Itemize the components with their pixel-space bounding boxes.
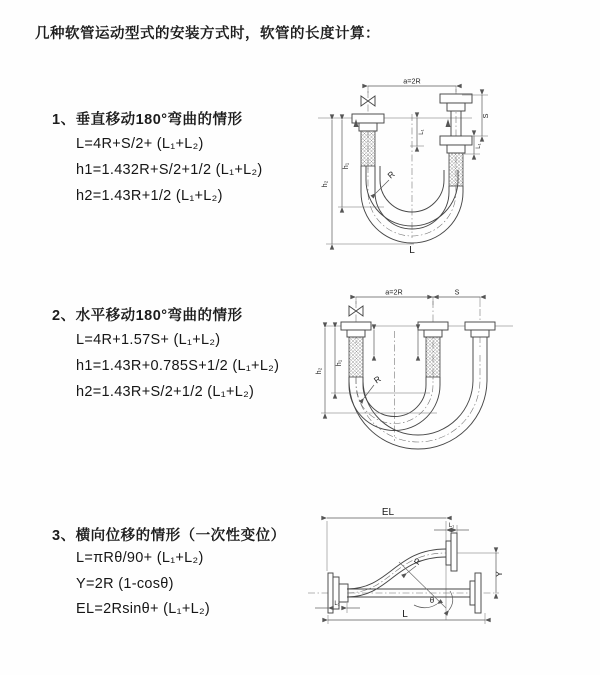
dim-label-h1: h₁ xyxy=(334,359,343,367)
dim-label-theta: θ xyxy=(429,596,435,605)
right-flange-lower xyxy=(470,573,481,613)
dim-s xyxy=(433,288,480,298)
dim-label-h1: h₁ xyxy=(341,162,350,170)
section-2-formula-L: L=4R+1.57S+ (L₁+L₂) xyxy=(76,332,221,348)
dim-label-y: Y xyxy=(494,571,504,577)
right-flange-lower xyxy=(440,136,472,153)
diagram-lateral-offset xyxy=(300,505,570,650)
diagram-horizontal-180-bend xyxy=(314,285,533,455)
left-braided-hose-section xyxy=(349,337,363,377)
dim-label-l1-right: L₁ xyxy=(476,143,482,149)
dim-length xyxy=(328,609,485,624)
section-1-formula-L: L=4R+S/2+ (L₁+L₂) xyxy=(76,136,204,152)
flow-arrow xyxy=(446,119,451,127)
dim-label-s: S xyxy=(481,113,490,119)
diagram-vertical-180-bend xyxy=(312,74,537,266)
left-flange xyxy=(341,322,371,337)
dim-label-length: L xyxy=(409,245,415,256)
dim-label-l1-top: L₁ xyxy=(448,523,455,529)
dim-label-width: a=2R xyxy=(385,287,403,297)
dim-label-l1-left: L₁ xyxy=(419,129,425,135)
dim-label-l1-bottom: L₁ xyxy=(334,601,340,607)
section-3-heading: 3、横向位移的情形（一次性变位） xyxy=(52,528,286,544)
right-braided-hose-section xyxy=(449,153,463,186)
mid-braided-hose-section xyxy=(426,337,440,377)
dim-label-radius: R xyxy=(371,373,383,386)
section-1-heading: 1、垂直移动180°弯曲的情形 xyxy=(52,112,243,128)
right-flange xyxy=(465,322,495,337)
left-braided-hose-section xyxy=(361,131,375,166)
radius-leader xyxy=(364,374,383,398)
section-1-formula-h1: h1=1.432R+S/2+1/2 (L₁+L₂) xyxy=(76,162,263,178)
dim-label-h2: h₂ xyxy=(320,180,329,188)
right-flange-upper xyxy=(440,94,472,111)
dim-h2 xyxy=(314,328,437,413)
hose-s-curve xyxy=(347,549,446,597)
section-3-formula-L: L=πRθ/90+ (L₁+L₂) xyxy=(76,550,204,566)
left-flange xyxy=(328,573,348,613)
dim-label-el: EL xyxy=(381,507,395,518)
radius-leader xyxy=(376,169,397,193)
angle-theta xyxy=(399,562,453,610)
section-1-formula-h2: h2=1.43R+1/2 (L₁+L₂) xyxy=(76,188,223,204)
dim-label-width: a=2R xyxy=(403,76,421,86)
dim-label-length: L xyxy=(402,609,408,620)
section-2-formula-h2: h2=1.43R+S/2+1/2 (L₁+L₂) xyxy=(76,384,255,400)
hose-u-curves xyxy=(349,355,487,449)
page-title: 几种软管运动型式的安装方式时，软管的长度计算： xyxy=(35,26,380,42)
section-3-formula-EL: EL=2Rsinθ+ (L₁+L₂) xyxy=(76,601,211,617)
mid-flange xyxy=(418,322,448,337)
dim-y xyxy=(494,553,504,593)
section-3-formula-Y: Y=2R (1-cosθ) xyxy=(76,576,174,592)
dim-label-radius: R xyxy=(385,168,397,181)
section-2-heading: 2、水平移动180°弯曲的情形 xyxy=(52,308,243,324)
dim-width xyxy=(368,77,456,94)
dim-label-s: S xyxy=(454,287,460,297)
section-2-formula-h1: h1=1.43R+0.785S+1/2 (L₁+L₂) xyxy=(76,358,280,374)
dim-label-radius: R xyxy=(411,555,424,567)
dim-el xyxy=(327,507,446,620)
dim-label-h2: h₂ xyxy=(314,367,323,375)
right-flange-upper xyxy=(446,533,457,571)
